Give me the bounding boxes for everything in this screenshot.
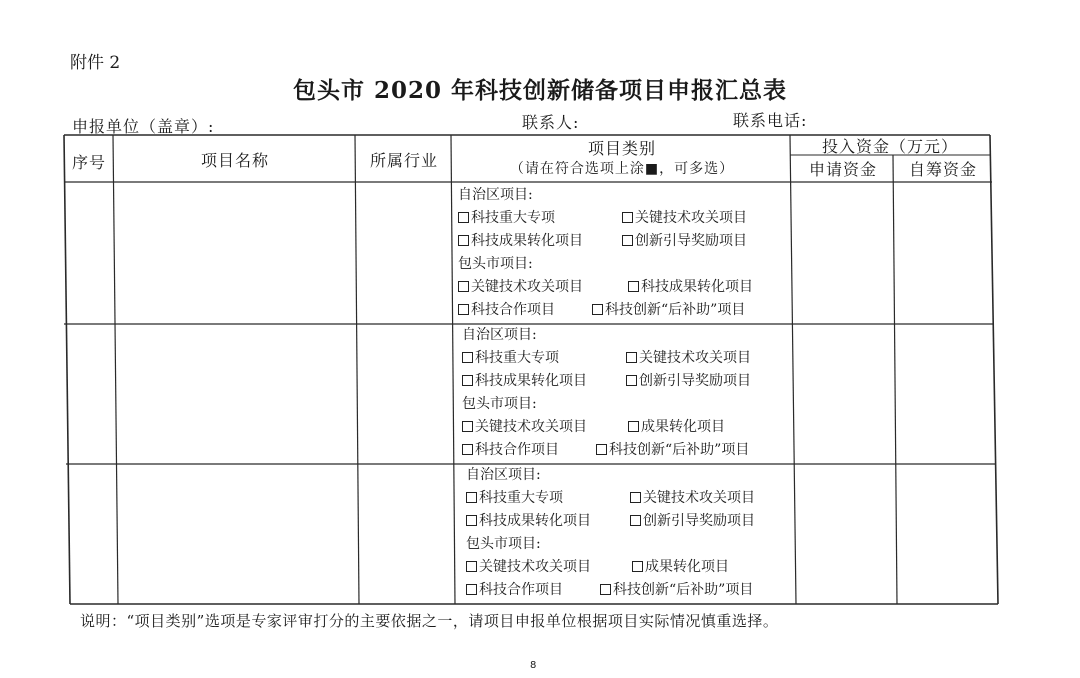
checkbox-icon[interactable] [632, 561, 643, 572]
city-title: 包头市项目: [462, 396, 537, 412]
category-option[interactable]: 科技创新“后补助”项目 [596, 439, 749, 462]
category-option[interactable]: 科技成果转化项目 [458, 230, 622, 253]
contact-phone-label: 联系电话: [733, 111, 808, 130]
header-investment: 投入资金（万元） [821, 137, 958, 156]
table-line-col1 [113, 135, 118, 604]
table-line-col4 [790, 135, 796, 604]
category-option[interactable]: 科技合作项目 [462, 439, 596, 462]
checkbox-icon[interactable] [462, 444, 473, 455]
category-option[interactable]: 科技重大专项 [466, 487, 630, 510]
category-option[interactable]: 创新引导奖励项目 [630, 510, 755, 533]
applicant-unit-label: 申报单位（盖章）: [72, 117, 215, 136]
footnote: 说明：“项目类别”选项是专家评审打分的主要依据之一，请项目申报单位根据项目实际情况慎重选择。 [80, 612, 779, 630]
category-option[interactable]: 科技合作项目 [458, 299, 592, 322]
category-cell-row-1 [458, 184, 753, 322]
category-option[interactable]: 科技创新“后补助”项目 [592, 299, 745, 322]
header-self-funds: 自筹资金 [908, 160, 977, 179]
checkbox-icon[interactable] [466, 561, 477, 572]
checkbox-icon[interactable] [458, 235, 469, 246]
checkbox-icon[interactable] [462, 352, 473, 363]
checkbox-icon[interactable] [630, 492, 641, 503]
checkbox-icon[interactable] [458, 281, 469, 292]
checkbox-icon[interactable] [626, 352, 637, 363]
region-title: 自治区项目: [462, 327, 537, 343]
checkbox-icon[interactable] [600, 584, 611, 595]
category-option[interactable]: 科技创新“后补助”项目 [600, 579, 753, 602]
contact-person-label: 联系人: [522, 113, 580, 132]
category-option[interactable]: 科技成果转化项目 [466, 510, 630, 533]
checkbox-icon[interactable] [628, 421, 639, 432]
checkbox-icon[interactable] [622, 212, 633, 223]
category-option[interactable]: 关键技术攻关项目 [462, 416, 628, 439]
checkbox-icon[interactable] [462, 421, 473, 432]
category-option[interactable]: 科技合作项目 [466, 579, 600, 602]
checkbox-icon[interactable] [458, 212, 469, 223]
table-line-col2 [355, 135, 359, 604]
category-option[interactable]: 创新引导奖励项目 [626, 370, 751, 393]
region-title: 自治区项目: [458, 187, 533, 203]
checkbox-icon[interactable] [466, 492, 477, 503]
category-option[interactable]: 科技成果转化项目 [628, 276, 753, 299]
category-option[interactable]: 科技重大专项 [462, 347, 626, 370]
table-line-left [64, 135, 70, 604]
header-category-hint: （请在符合选项上涂■，可多选） [509, 161, 735, 177]
header-industry: 所属行业 [369, 151, 438, 170]
category-option[interactable]: 科技成果转化项目 [462, 370, 626, 393]
category-option[interactable]: 关键技术攻关项目 [622, 207, 747, 230]
region-title: 自治区项目: [466, 467, 541, 483]
category-option[interactable]: 关键技术攻关项目 [626, 347, 751, 370]
checkbox-icon[interactable] [592, 304, 603, 315]
table-line-right [990, 135, 998, 604]
checkbox-icon[interactable] [628, 281, 639, 292]
page-number: 8 [530, 660, 537, 671]
checkbox-icon[interactable] [466, 584, 477, 595]
checkbox-icon[interactable] [630, 515, 641, 526]
category-option[interactable]: 关键技术攻关项目 [466, 556, 632, 579]
checkbox-icon[interactable] [458, 304, 469, 315]
header-project-name: 项目名称 [200, 151, 269, 170]
header-applied-funds: 申请资金 [808, 160, 877, 179]
checkbox-icon[interactable] [466, 515, 477, 526]
city-title: 包头市项目: [458, 256, 533, 272]
category-cell-row-2 [462, 324, 751, 462]
checkbox-icon[interactable] [596, 444, 607, 455]
category-option[interactable]: 科技重大专项 [458, 207, 622, 230]
table-line-col3 [451, 135, 455, 604]
attachment-label: 附件 2 [70, 53, 121, 73]
category-option[interactable]: 创新引导奖励项目 [622, 230, 747, 253]
category-option[interactable]: 关键技术攻关项目 [630, 487, 755, 510]
header-serial: 序号 [71, 153, 106, 172]
category-option[interactable]: 成果转化项目 [632, 556, 729, 579]
category-option[interactable]: 成果转化项目 [628, 416, 725, 439]
category-option[interactable]: 关键技术攻关项目 [458, 276, 628, 299]
checkbox-icon[interactable] [462, 375, 473, 386]
city-title: 包头市项目: [466, 536, 541, 552]
checkbox-icon[interactable] [626, 375, 637, 386]
table-line-col5 [893, 155, 897, 604]
category-cell-row-3 [466, 464, 755, 602]
checkbox-icon[interactable] [622, 235, 633, 246]
header-category: 项目类别 [587, 139, 656, 158]
document-title: 包头市 2020 年科技创新储备项目申报汇总表 [292, 77, 788, 104]
